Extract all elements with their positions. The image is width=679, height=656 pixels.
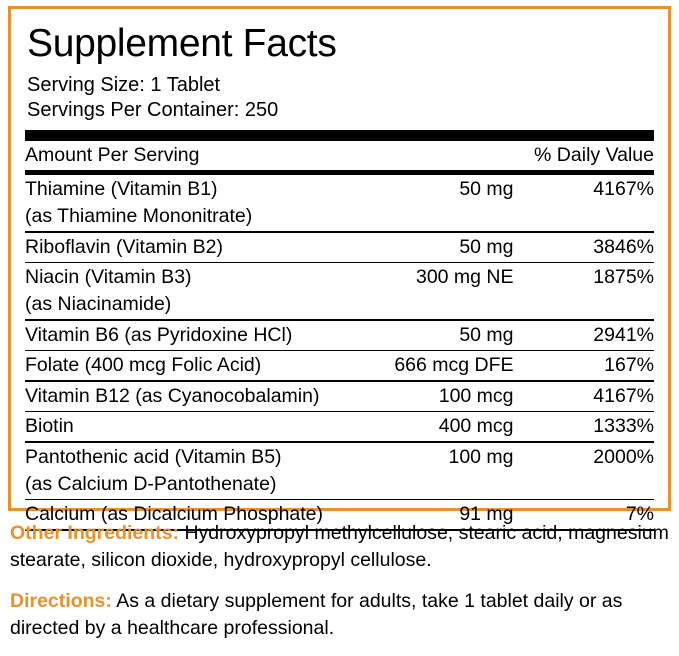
footer <box>10 520 670 656</box>
nutrient-subname: (as Niacinamide) <box>25 293 172 315</box>
nutrient-amount: 300 mg NE <box>415 266 514 288</box>
nutrient-dv-empty <box>514 292 654 319</box>
header-spacer <box>374 141 514 170</box>
nutrient-dv: 1333% <box>593 415 654 437</box>
nutrient-name: Vitamin B6 (as Pyridoxine HCl) <box>25 323 293 346</box>
nutrient-dv: 1875% <box>593 266 654 288</box>
serving-size: Serving Size: 1 Tablet <box>27 74 221 96</box>
table-row <box>25 412 654 441</box>
nutrient-name: Riboflavin (Vitamin B2) <box>25 235 223 258</box>
nutrient-name: Vitamin B12 (as Cyanocobalamin) <box>25 384 320 407</box>
nutrient-dv: 4167% <box>593 384 654 407</box>
nutrient-amount: 100 mg <box>448 445 514 468</box>
table-row <box>25 351 654 380</box>
nutrient-name: Biotin <box>25 415 74 437</box>
directions-text: As a dietary supplement for adults, take 1 tablet daily or as directed by a healthcare professional. <box>10 590 623 639</box>
table-row-sub <box>25 292 654 319</box>
directions <box>10 588 670 642</box>
nutrition-table <box>25 141 654 531</box>
table-header-row <box>25 141 654 170</box>
table-row <box>25 175 654 204</box>
nutrient-amount: 50 mg <box>459 323 514 346</box>
nutrient-dv: 4167% <box>593 178 654 200</box>
table-row <box>25 443 654 472</box>
other-ingredients <box>10 520 670 574</box>
nutrient-amount: 400 mcg <box>438 415 514 437</box>
nutrient-dv: 7% <box>625 503 654 525</box>
nutrient-amount-empty <box>374 292 514 319</box>
nutrient-dv-empty <box>514 204 654 231</box>
table-row <box>25 382 654 411</box>
nutrient-dv: 2000% <box>593 445 654 468</box>
nutrient-dv: 167% <box>604 354 654 376</box>
nutrient-name: Thiamine (Vitamin B1) <box>25 178 218 200</box>
nutrient-amount: 666 mcg DFE <box>394 354 514 376</box>
nutrient-name: Calcium (as Dicalcium Phosphate) <box>25 503 324 525</box>
nutrient-subname: (as Calcium D-Pantothenate) <box>25 472 277 495</box>
table-row-sub <box>25 204 654 231</box>
nutrient-dv-empty <box>514 472 654 499</box>
header-daily-value: % Daily Value <box>534 144 654 166</box>
table-row-sub <box>25 472 654 499</box>
nutrient-dv: 3846% <box>593 235 654 258</box>
nutrient-amount-empty <box>374 472 514 499</box>
page-title: Supplement Facts <box>27 22 337 65</box>
nutrient-dv: 2941% <box>593 323 654 346</box>
nutrient-name: Pantothenic acid (Vitamin B5) <box>25 445 282 468</box>
table-row <box>25 233 654 262</box>
nutrient-amount: 100 mcg <box>438 384 514 407</box>
nutrient-name: Folate (400 mcg Folic Acid) <box>25 354 262 376</box>
directions-label: Directions: <box>10 590 112 612</box>
nutrient-amount-empty <box>374 204 514 231</box>
table-row <box>25 321 654 350</box>
header-amount-per-serving: Amount Per Serving <box>25 144 200 166</box>
supplement-facts-panel <box>8 6 671 525</box>
table-row <box>25 263 654 292</box>
divider-thick-top <box>25 130 654 141</box>
servings-per-container: Servings Per Container: 250 <box>27 99 279 121</box>
nutrient-amount: 91 mg <box>459 503 514 525</box>
other-ingredients-label: Other Ingredients: <box>10 522 180 544</box>
nutrient-amount: 50 mg <box>459 178 514 200</box>
nutrient-amount: 50 mg <box>459 235 514 258</box>
nutrient-subname: (as Thiamine Mononitrate) <box>25 205 253 227</box>
nutrient-name: Niacin (Vitamin B3) <box>25 266 192 288</box>
other-ingredients-text: Hydroxypropyl methylcellulose, stearic acid, magnesium stearate, silicon dioxide, hydroxypropyl cellulose. <box>10 522 669 571</box>
